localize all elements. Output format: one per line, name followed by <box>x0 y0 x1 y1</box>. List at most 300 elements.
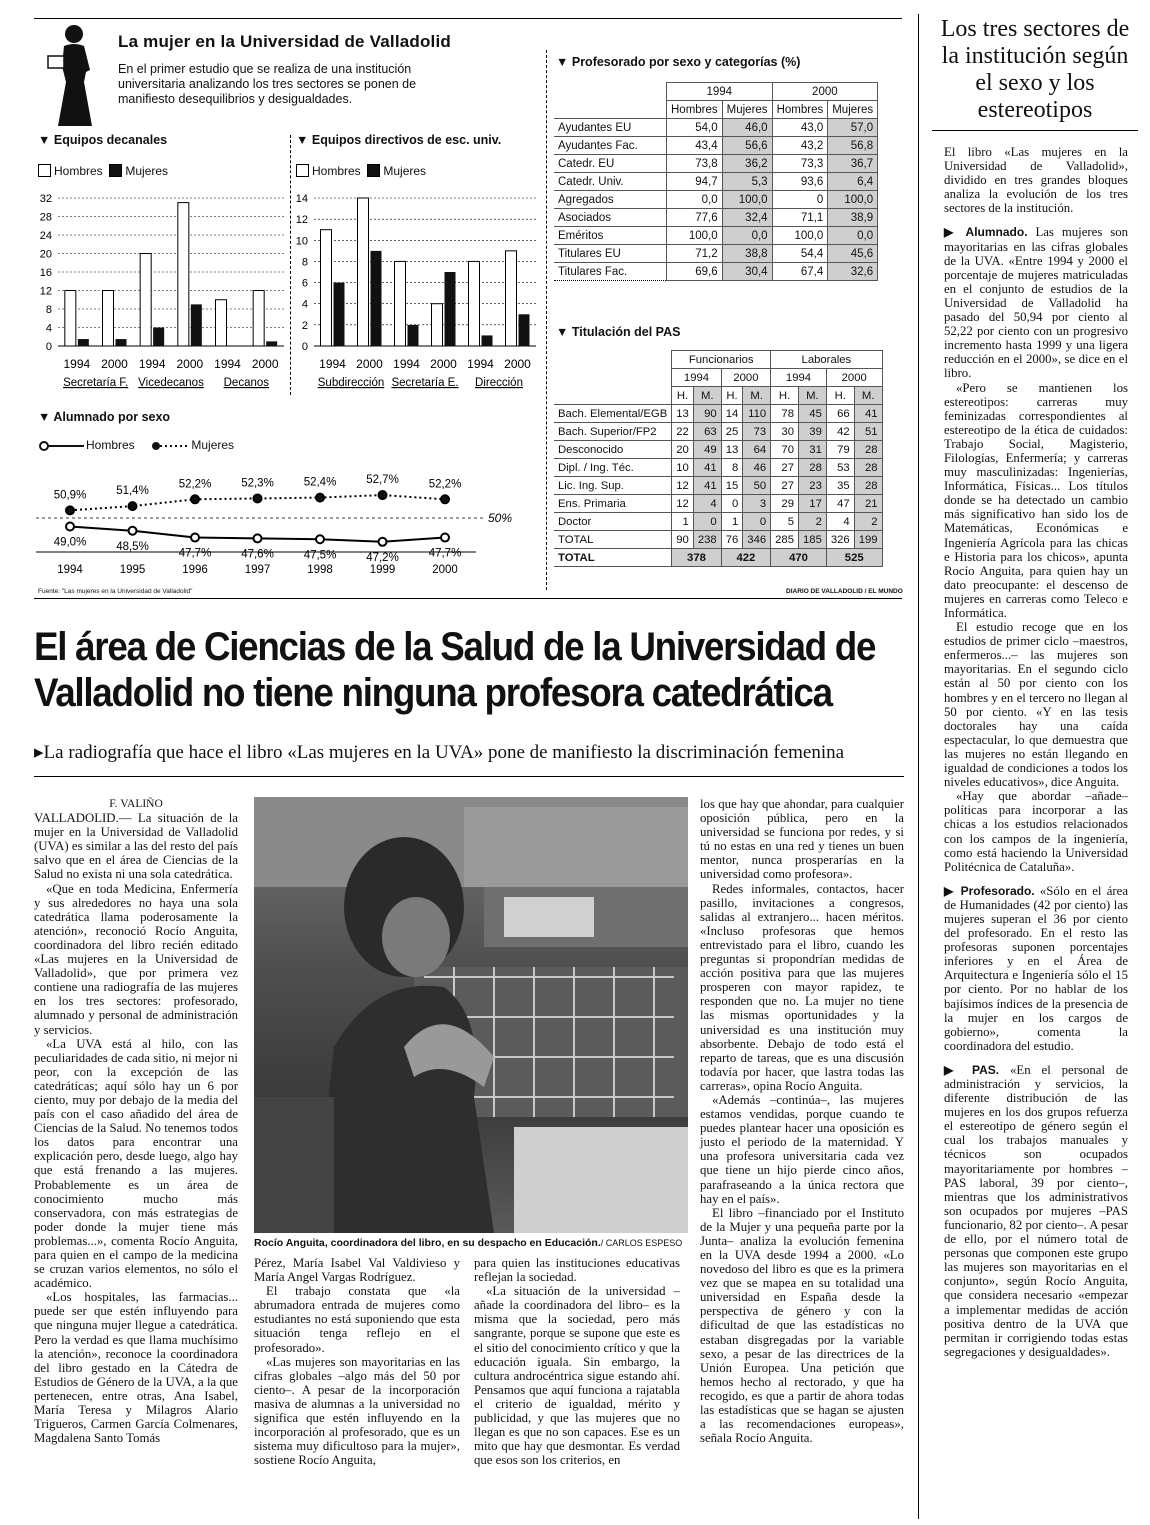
x-tick-label: 1994 <box>393 357 420 371</box>
y-tick-label: 2 <box>301 319 308 332</box>
table-cell: 71,1 <box>772 209 828 227</box>
table-cell: 49 <box>693 441 721 459</box>
article-paragraph: VALLADOLID.— La situación de la mujer en la Universidad de Valladolid (UVA) es similar a las del resto del país salvo que en el área de Ciencias de la Salud no exista ni una sola catedrática. <box>34 811 238 882</box>
row-label: Ens. Primaria <box>554 495 672 513</box>
group-label: Decanos <box>223 377 270 389</box>
table-cell: 1 <box>721 513 743 531</box>
legend-swatch-mujeres <box>367 164 380 177</box>
point-mujeres <box>129 502 137 510</box>
sidebar-alumnado-para <box>944 225 1128 380</box>
table-cell: 0 <box>721 495 743 513</box>
table-cell: 69,6 <box>667 263 723 281</box>
legend-swatch-hombres <box>296 164 309 177</box>
table-cell: 45 <box>799 405 827 423</box>
table-cell: 73 <box>743 423 771 441</box>
table-cell: 238 <box>693 531 721 549</box>
data-label-hombres: 47,6% <box>241 548 274 561</box>
photo-credit: / CARLOS ESPESO <box>600 1238 683 1248</box>
table-cell: 90 <box>672 531 694 549</box>
reference-label: 50% <box>488 511 513 525</box>
bar-mujeres <box>408 325 419 346</box>
table-cell: 100,0 <box>667 227 723 245</box>
bar-hombres <box>395 261 406 346</box>
legend-mujeres: Mujeres <box>383 164 427 178</box>
chart-decanales <box>30 188 288 398</box>
y-tick-label: 24 <box>39 230 52 242</box>
bar-hombres <box>140 254 151 347</box>
table-row <box>554 441 882 459</box>
table-year: 2000 <box>772 83 878 101</box>
y-tick-label: 32 <box>39 193 52 205</box>
bar-hombres <box>178 203 189 346</box>
table-cell: 43,2 <box>772 137 828 155</box>
table-cell: 43,4 <box>667 137 723 155</box>
table-pas-title-text: Titulación del PAS <box>571 325 681 339</box>
table-cell: 6,4 <box>828 173 878 191</box>
chart-directivos <box>286 188 540 398</box>
table-cell: 54,4 <box>772 245 828 263</box>
table-row <box>554 137 878 155</box>
y-tick-label: 8 <box>45 304 52 316</box>
col-header: H. <box>721 387 743 405</box>
table-total-cell: 470 <box>771 549 827 567</box>
row-label: Asociados <box>554 209 667 227</box>
table-cell: 46 <box>743 459 771 477</box>
table-cell: 90 <box>693 405 721 423</box>
bar-hombres <box>321 230 332 346</box>
table-cell: 14 <box>721 405 743 423</box>
sidebar-pas-text: «En el personal de administración y servicios, la diferente distribución de las mujeres en los dos grupos refuerza el estereotipo de género según el cual los trabajos manuales y técnicos son ocupados mayoritariamente por hombres –PAS laboral, 39 por ciento–, mientras que los administrativos son ocupados por mujeres –PAS funcionario, 82 por ciento–. A pesar de ello, por el número total de personas que componen este grupo las mujeres son mayoritarias en el conjunto», según Rocío Anguita, que considera necesario «empezar a implementar medidas de acción positiva dentro de la UVA que permitan ir corrigiendo todas estas segregaciones y desigualdades». <box>944 1062 1128 1359</box>
table-row <box>554 155 878 173</box>
table-cell: 4 <box>826 513 854 531</box>
x-tick-label: 1994 <box>319 357 346 371</box>
legend-swatch-mujeres <box>109 164 122 177</box>
point-mujeres <box>316 494 324 502</box>
table-cell: 29 <box>771 495 799 513</box>
article-paragraph: los que hay que ahondar, para cualquier oposición pública, pero en la universidad se funciona por redes, y si tú no estas en una red y tienes un buen mentor, nunca prosperarías en la universidad como profesora». <box>700 797 904 882</box>
col-header: M. <box>799 387 827 405</box>
table-cell: 41 <box>854 405 882 423</box>
col-header: H. <box>771 387 799 405</box>
x-tick-label: 2000 <box>430 357 457 371</box>
table-pas <box>554 350 883 567</box>
group-label: Secretaría E. <box>391 377 459 389</box>
table-cell: 38,9 <box>828 209 878 227</box>
table-cell: 36,7 <box>828 155 878 173</box>
y-tick-label: 0 <box>45 341 52 353</box>
table-cell: 30,4 <box>722 263 772 281</box>
table-row <box>554 173 878 191</box>
headline <box>34 624 899 716</box>
sidebar-paragraph: El estudio recoge que en los estudios de primer ciclo –maestros, enfermeros...– las mujeres son mayoritarias. En el segundo ciclo están al 50 por ciento con los hombres y en el tercero no llegan al 50 por ciento. «Y en las tesis doctorales hay una caída espectacular, lo que demuestra que las mujeres no están llegando en igualdad de condiciones a todos los niveles educativos», dice Anguita. <box>944 620 1128 790</box>
chart-alumnado-title: ▼ Alumnado por sexo <box>38 410 171 424</box>
table-cell: 0,0 <box>722 227 772 245</box>
bar-hombres <box>469 261 480 346</box>
byline: F. VALIÑO <box>109 798 163 810</box>
point-hombres <box>379 538 387 546</box>
source-note: Fuente: "Las mujeres en la Universidad de Valladolid" <box>38 588 193 595</box>
x-tick-label: 1997 <box>244 564 271 576</box>
credit-note: DIARIO DE VALLADOLID / EL MUNDO <box>786 588 903 595</box>
sidebar-paragraph: «Pero se mantienen los estereotipos: carreras muy feminizadas correspondientes al estereotipo de la ética de cuidados: Trabajo Social, Magisterio, Filologías, Enfermería; y carreras muy masculinizadas: Ingenierías, Informática, Físicas... Los títulos donde se ha detectado un cambio más significativo han sido los de Matemáticas, Económicas e Ingeniería Agrícola para las chicas e Historia para los chicos», apunta Rocío Anguita, para quien hay un dato preocupante: el descenso de mujeres en carreras como Teleco e Informática. <box>944 380 1128 620</box>
group-label: Dirección <box>475 377 523 389</box>
data-label-mujeres: 52,4% <box>303 476 337 489</box>
data-label-hombres: 48,5% <box>116 540 149 553</box>
data-label-hombres: 47,2% <box>366 551 399 564</box>
bar-mujeres <box>78 339 89 346</box>
point-hombres <box>191 534 199 542</box>
row-label: TOTAL <box>554 549 672 567</box>
point-hombres <box>66 523 74 531</box>
table-year: 1994 <box>667 83 773 101</box>
y-tick-label: 28 <box>39 211 52 224</box>
bar-hombres <box>358 198 369 346</box>
data-label-mujeres: 52,3% <box>241 477 274 490</box>
table-cell: 94,7 <box>667 173 723 191</box>
group-label: Subdirección <box>317 377 385 389</box>
table-row <box>554 495 882 513</box>
col-header: M. <box>743 387 771 405</box>
col-header: Mujeres <box>828 101 878 119</box>
article-paragraph: El trabajo constata que «la abrumadora entrada de mujeres como estudiantes no está suponiendo que esta situación tenga reflejo en el profesorado». <box>254 1284 460 1355</box>
data-label-mujeres: 52,7% <box>366 474 399 487</box>
infographic-title: La mujer en la Universidad de Valladolid <box>118 32 451 51</box>
table-cell: 28 <box>854 441 882 459</box>
y-tick-label: 10 <box>295 235 308 248</box>
table-profesorado <box>554 82 878 281</box>
sidebar-title: Los tres sectores de la institución según el sexo y los estereotipos <box>940 16 1130 123</box>
table-cell: 54,0 <box>667 119 723 137</box>
legend-hombres: Hombres <box>54 164 103 178</box>
x-tick-label: 1994 <box>63 357 91 371</box>
table-row <box>554 513 882 531</box>
table-cell: 45,6 <box>828 245 878 263</box>
data-label-mujeres: 52,2% <box>178 478 212 491</box>
point-hombres <box>254 534 262 542</box>
table-cell: 326 <box>826 531 854 549</box>
table-cell: 39 <box>799 423 827 441</box>
data-label-hombres: 49,0% <box>53 536 87 549</box>
chart-directivos-title-text: Equipos directivos de esc. univ. <box>311 133 502 147</box>
table-cell: 27 <box>771 459 799 477</box>
chart-alumnado <box>36 462 546 584</box>
x-tick-label: 2000 <box>251 357 279 371</box>
table-cell: 100,0 <box>772 227 828 245</box>
table-cell: 4 <box>693 495 721 513</box>
table-cell: 46,0 <box>722 119 772 137</box>
x-tick-label: 1998 <box>307 564 333 576</box>
sidebar-divider <box>918 14 919 1519</box>
table-header-row <box>554 351 882 369</box>
article-paragraph: para quien las instituciones educativas reflejan la sociedad. <box>474 1256 680 1285</box>
table-cell: 51 <box>854 423 882 441</box>
table-row <box>554 477 882 495</box>
table-cell: 64 <box>743 441 771 459</box>
table-profesorado-title-text: Profesorado por sexo y categorías (%) <box>571 55 801 69</box>
woman-silhouette-icon <box>46 22 108 130</box>
y-tick-label: 8 <box>301 256 308 269</box>
data-label-mujeres: 52,2% <box>428 478 462 491</box>
subhead-rule <box>34 776 904 777</box>
table-cell: 100,0 <box>828 191 878 209</box>
x-tick-label: 2000 <box>504 357 531 371</box>
table-cell: 13 <box>721 441 743 459</box>
photo-caption <box>254 1237 694 1249</box>
point-mujeres <box>379 491 387 499</box>
table-cell: 67,4 <box>772 263 828 281</box>
table-cell: 56,8 <box>828 137 878 155</box>
table-header-row <box>554 369 882 387</box>
infographic-intro: En el primer estudio que se realiza de una institución universitaria analizando los tres sectores se ponen de manifiesto desequilibrios y desigualdades. <box>118 62 417 106</box>
table-cell: 71,2 <box>667 245 723 263</box>
table-cell: 5,3 <box>722 173 772 191</box>
group-label: Secretaría F. <box>63 377 129 389</box>
legend-line-mujeres-icon <box>151 441 191 451</box>
data-label-hombres: 47,7% <box>428 547 462 560</box>
bar-mujeres <box>445 272 456 346</box>
bar-mujeres <box>334 283 345 346</box>
table-row <box>554 245 878 263</box>
table-cell: 73,8 <box>667 155 723 173</box>
bar-mujeres <box>371 251 382 346</box>
table-cell: 32,4 <box>722 209 772 227</box>
row-label: Catedr. Univ. <box>554 173 667 191</box>
x-tick-label: 1999 <box>369 564 396 576</box>
article-paragraph: «Además –continúa–, las mujeres estamos vendidas, porque cuando te puedes plantear hacer una oposición es justo el periodo de la maternidad. Y una profesora universitaria cada vez que tiene un hijo pierde cinco años, parafraseando a la única rectora que hay en el país». <box>700 1092 904 1206</box>
group-header: Funcionarios <box>672 351 771 369</box>
article-paragraph: Redes informales, contactos, hacer pasillo, invitaciones a congresos, salidas al extranjero... hacen méritos. «Incluso profesoras que hemos entrevistado para el libro, cuando les preguntas si propondrían medidas de acción positiva para que las mujeres prosperen con mayor rapidez, te responden que no. La mujer no tiene las mismas oportunidades y la universidad es una institución muy absorbente. Debajo de todo está el reparto de tareas, que es una discusión todavía por hacer, que lastra todas las carreras», opina Rocío Anguita. <box>700 881 904 1093</box>
table-cell: 346 <box>743 531 771 549</box>
bar-mujeres <box>116 339 127 346</box>
table-cell: 56,6 <box>722 137 772 155</box>
table-year: 1994 <box>771 369 827 387</box>
x-tick-label: 1995 <box>119 564 146 576</box>
table-cell: 57,0 <box>828 119 878 137</box>
point-hombres <box>316 535 324 543</box>
table-cell: 38,8 <box>722 245 772 263</box>
y-tick-label: 12 <box>295 214 308 227</box>
y-tick-label: 20 <box>39 248 52 261</box>
col-header: Mujeres <box>722 101 772 119</box>
table-cell: 23 <box>799 477 827 495</box>
x-tick-label: 1994 <box>467 357 494 371</box>
col-header: Hombres <box>772 101 828 119</box>
sidebar-title-rule <box>932 130 1138 131</box>
article-column-2 <box>254 1256 460 1467</box>
x-tick-label: 1996 <box>182 564 208 576</box>
bar-mujeres <box>153 328 164 347</box>
table-total-cell: 525 <box>826 549 882 567</box>
bar-mujeres <box>482 335 493 346</box>
point-mujeres <box>191 495 199 503</box>
chart-alumnado-legend <box>38 438 234 452</box>
table-cell: 0,0 <box>828 227 878 245</box>
table-pas-title: ▼ Titulación del PAS <box>556 325 681 339</box>
group-label: Vicedecanos <box>138 377 204 389</box>
article-column-4 <box>700 797 904 1445</box>
sidebar-profesorado-text: «Sólo en el área de Humanidades (42 por ciento) las mujeres superan el 36 por ciento del profesorado. En el resto las profesoras suponen porcentajes inferiores y en el Área de Arquitectura e Ingeniería sólo el 15 por ciento. Por no hablar de los bajísimos índices de la presencia de la mujer en los cargos de gobierno», comenta la coordinadora del estudio. <box>944 883 1129 1053</box>
table-cell: 25 <box>721 423 743 441</box>
table-cell: 22 <box>672 423 694 441</box>
table-cell: 47 <box>826 495 854 513</box>
group-header: Laborales <box>771 351 882 369</box>
legend-hombres: Hombres <box>86 438 135 452</box>
table-cell: 21 <box>854 495 882 513</box>
row-label: Catedr. EU <box>554 155 667 173</box>
table-cell: 199 <box>854 531 882 549</box>
bar-hombres <box>432 304 443 346</box>
bar-mujeres <box>266 341 277 346</box>
bar-hombres <box>65 291 76 347</box>
table-cell: 20 <box>672 441 694 459</box>
photo-rocio-anguita <box>254 797 688 1233</box>
x-tick-label: 2000 <box>101 357 128 371</box>
data-label-hombres: 47,7% <box>178 547 212 560</box>
row-label: Desconocido <box>554 441 672 459</box>
table-cell: 285 <box>771 531 799 549</box>
sidebar-alumnado-head-text: Alumnado. <box>965 225 1028 240</box>
table-cell: 13 <box>672 405 694 423</box>
table-cell: 12 <box>672 495 694 513</box>
subhead: ▸La radiografía que hace el libro «Las mujeres en la UVA» pone de manifiesto la discriminación femenina <box>34 742 845 763</box>
table-cell: 79 <box>826 441 854 459</box>
chart-directivos-title: ▼ Equipos directivos de esc. univ. <box>296 133 502 147</box>
table-total-cell: 422 <box>721 549 770 567</box>
y-tick-label: 6 <box>301 277 308 290</box>
table-cell: 10 <box>672 459 694 477</box>
y-tick-label: 16 <box>39 267 52 279</box>
x-tick-label: 2000 <box>432 564 458 576</box>
bar-mujeres <box>519 314 530 346</box>
table-year: 2000 <box>721 369 770 387</box>
table-cell: 70 <box>771 441 799 459</box>
row-label: Dipl. / Ing. Téc. <box>554 459 672 477</box>
table-profesorado-title: ▼ Profesorado por sexo y categorías (%) <box>556 55 801 69</box>
sidebar-profesorado-para <box>944 884 1128 1053</box>
chart-alumnado-title-text: Alumnado por sexo <box>53 410 171 424</box>
data-label-mujeres: 51,4% <box>116 485 149 498</box>
col-header: H. <box>826 387 854 405</box>
subhead-text: La radiografía que hace el libro «Las mujeres en la UVA» pone de manifiesto la discriminación femenina <box>43 742 845 763</box>
chart-divider <box>290 135 291 395</box>
sidebar-body <box>944 145 1128 1359</box>
table-cell: 15 <box>721 477 743 495</box>
bar-hombres <box>103 291 114 347</box>
bar-hombres <box>506 251 517 346</box>
table-cell: 28 <box>799 459 827 477</box>
table-cell: 41 <box>693 477 721 495</box>
table-cell: 63 <box>693 423 721 441</box>
point-mujeres <box>254 494 262 502</box>
x-tick-label: 2000 <box>356 357 383 371</box>
table-cell: 100,0 <box>722 191 772 209</box>
table-row <box>554 423 882 441</box>
x-tick-label: 1994 <box>138 357 166 371</box>
table-row <box>554 405 882 423</box>
table-cell: 1 <box>672 513 694 531</box>
table-total-cell: 378 <box>672 549 721 567</box>
data-label-mujeres: 50,9% <box>53 489 87 502</box>
table-cell: 185 <box>799 531 827 549</box>
table-cell: 5 <box>771 513 799 531</box>
article-paragraph: «La UVA está al hilo, con las peculiaridades de cada sitio, ni mejor ni peor, con la excepción de las catedráticas; aquí sólo hay un 6 por ciento, muy por debajo de la media del país con el caso añadido del área de Ciencias de la Salud. No tenemos todos los datos para encontrar una explicación pero, desde luego, algo hay que está frenando a las mujeres. Probablemente es un área de conocimiento mucho más conservadora, con más estrategias de poder donde la mujer tiene más problemas...», comenta Rocío Anguita, para quien en el campo de la medicina se cruzan varios elementos, no sólo el académico. <box>34 1036 238 1291</box>
table-year: 1994 <box>672 369 721 387</box>
table-row <box>554 263 878 281</box>
point-mujeres <box>441 495 449 503</box>
bar-hombres <box>253 291 264 347</box>
article-paragraph: «La situación de la universidad –añade la coordinadora del libro– es la misma que la sociedad, pero más sangrante, porque se supone que este es el sitio del conocimiento crítico y que la educación iguala. Sin embargo, la cultura androcéntrica sigue estando ahí. Pensamos que aquí funciona a rajatabla el criterio de igualdad, mérito y publicidad, y que las mujeres que no llegan es que no son capaces. Ese es un mito que hay que desmontar. Es verdad que esos son los criterios, en <box>474 1284 680 1468</box>
table-cell: 73,3 <box>772 155 828 173</box>
sidebar-pas-para <box>944 1063 1128 1359</box>
col-header: Hombres <box>667 101 723 119</box>
table-cell: 0,0 <box>667 191 723 209</box>
row-label: Agregados <box>554 191 667 209</box>
headline-line-2: Valladolid no tiene ninguna profesora catedrática <box>34 671 832 715</box>
col-header: H. <box>672 387 694 405</box>
point-mujeres <box>66 506 74 514</box>
row-label: Lic. Ing. Sup. <box>554 477 672 495</box>
row-label: Bach. Elemental/EGB <box>554 405 672 423</box>
table-cell: 66 <box>826 405 854 423</box>
legend-swatch-hombres <box>38 164 51 177</box>
table-cell: 17 <box>799 495 827 513</box>
row-label: Ayudantes EU <box>554 119 667 137</box>
y-tick-label: 12 <box>39 285 52 298</box>
article-paragraph: «Las mujeres son mayoritarias en las cifras globales –algo más del 50 por ciento–. A pesar de la incorporación masiva de alumnas a la universidad no significa que estén influyendo en la incorporación al profesorado, que es un sistema muy dificultoso para la mujer», sostiene Rocío Anguita, <box>254 1354 460 1468</box>
sidebar-profesorado-head-text: Profesorado. <box>960 883 1035 898</box>
headline-line-1: El área de Ciencias de la Salud de la Universidad de <box>34 625 876 669</box>
row-label: Ayudantes Fac. <box>554 137 667 155</box>
col-header: M. <box>854 387 882 405</box>
chart-directivos-legend <box>296 164 426 178</box>
table-row <box>554 531 882 549</box>
table-cell: 31 <box>799 441 827 459</box>
legend-mujeres: Mujeres <box>125 164 169 178</box>
bar-mujeres <box>191 304 202 346</box>
table-row <box>554 209 878 227</box>
row-label: Doctor <box>554 513 672 531</box>
article-paragraph: «Los hospitales, las farmacias... puede ser que estén influyendo para que ninguna mujer llegue a catedrática. Pero la verdad es que llama muchísimo la atención», reconoce la coordinadora del libro gestado en la Cátedra de Estudios de Género de la UVA, a la que pertenecen, entre otras, Ana Isabel, María Teresa y Milagros Alario Trigueros, Carmen García Colmenares, Magdalena Santo Tomás <box>34 1290 238 1446</box>
sidebar-intro: El libro «Las mujeres en la Universidad de Valladolid», dividido en tres grandes bloques analiza la evolución de los tres sectores de la institución. <box>944 145 1128 216</box>
y-tick-label: 14 <box>295 193 308 205</box>
sidebar-profesorado-head: ▶ Profesorado. <box>944 883 1035 898</box>
row-label: Eméritos <box>554 227 667 245</box>
article-column-1 <box>34 797 238 1445</box>
row-label: Bach. Superior/FP2 <box>554 423 672 441</box>
table-cell: 35 <box>826 477 854 495</box>
x-tick-label: 1994 <box>214 357 241 371</box>
legend-hombres: Hombres <box>312 164 361 178</box>
row-label: Titulares Fac. <box>554 263 667 281</box>
table-header-row <box>554 101 878 119</box>
table-row <box>554 191 878 209</box>
article-paragraph: Pérez, María Isabel Val Valdivieso y María Angel Vargas Rodríguez. <box>254 1256 460 1285</box>
table-cell: 28 <box>854 459 882 477</box>
data-label-hombres: 47,5% <box>303 549 337 562</box>
legend-mujeres: Mujeres <box>191 438 235 452</box>
table-cell: 0 <box>772 191 828 209</box>
x-tick-label: 1994 <box>57 564 83 576</box>
table-cell: 43,0 <box>772 119 828 137</box>
col-header: M. <box>693 387 721 405</box>
table-header-row <box>554 83 878 101</box>
table-cell: 36,2 <box>722 155 772 173</box>
point-hombres <box>441 534 449 542</box>
table-cell: 42 <box>826 423 854 441</box>
y-tick-label: 0 <box>301 341 308 353</box>
point-hombres <box>129 527 137 535</box>
sidebar-paragraph: «Hay que abordar –añade– políticas para incorporar a las chicas a los estudios relacionados con los campos de la ingeniería, como está haciendo la Universidad Politécnica de Cataluña». <box>944 789 1128 874</box>
